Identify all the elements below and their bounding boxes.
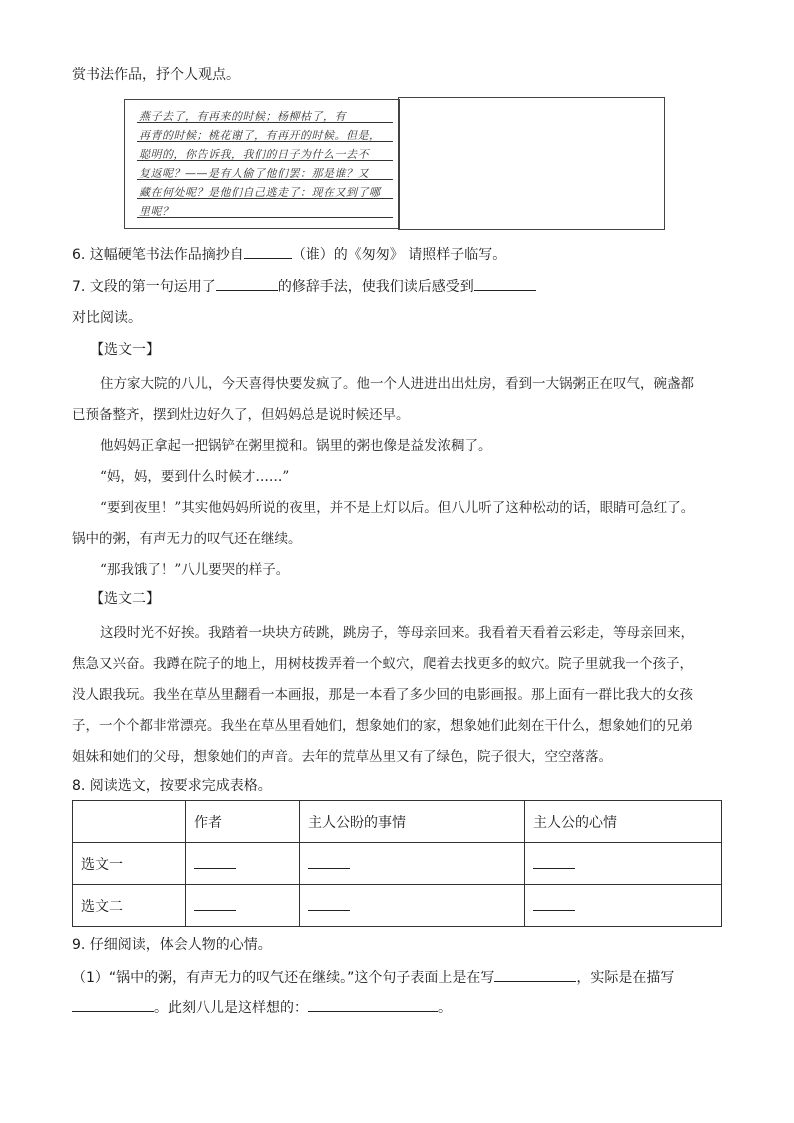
table-header-cell: 主人公的心情 [525, 801, 722, 843]
table-row [73, 885, 722, 927]
selection-2-title: 【选文二】 [90, 591, 160, 607]
passage-line: “那我饿了！”八儿要哭的样子。 [100, 562, 290, 578]
question-9-1-text-d: 。 [438, 1000, 452, 1016]
calligraphy-line: 藏在何处呢？是他们自己逃走了：现在又到了哪 [139, 186, 381, 199]
answer-blank[interactable] [308, 997, 438, 1012]
calligraphy-line: 再青的时候；桃花谢了，有再开的时候。但是， [139, 129, 381, 142]
answer-blank[interactable] [533, 896, 575, 911]
answer-blank[interactable] [194, 854, 236, 869]
question-8: 8. 阅读选文，按要求完成表格。 [72, 778, 272, 794]
practice-writing-box[interactable] [398, 97, 665, 230]
question-9-1-text-c: 。此刻八儿是这样想的： [154, 1000, 308, 1016]
answer-blank[interactable] [494, 967, 576, 982]
answer-cell[interactable] [525, 885, 722, 927]
question-9: 9. 仔细阅读，体会人物的心情。 [72, 937, 272, 953]
passage-line: 姐妹和她们的父母，想象她们的声音。去年的荒草丛里又有了绿色，院子很大，空空落落。 [72, 749, 612, 765]
answer-cell[interactable] [186, 885, 300, 927]
calligraphy-line: 里呢？ [139, 205, 174, 218]
calligraphy-line: 聪明的，你告诉我，我们的日子为什么一去不 [139, 148, 369, 161]
question-intro: 赏书法作品，抒个人观点。 [72, 67, 240, 83]
answer-blank[interactable] [216, 276, 278, 291]
question-7 [72, 276, 536, 297]
passage-line: 这段时光不好挨。我踏着一块块方砖跳，跳房子，等母亲回来。我看着天看着云彩走，等母亲回来， [100, 625, 694, 641]
question-6-text-a: 6. 这幅硬笔书法作品摘抄自 [72, 247, 244, 263]
calligraphy-line: 燕子去了，有再来的时候；杨柳枯了，有 [139, 110, 346, 123]
passage-line: 锅中的粥，有声无力的叹气还在继续。 [72, 531, 302, 547]
passage-line: 住方家大院的八儿，今天喜得快要发疯了。他一个人进进出出灶房，看到一大锅粥正在叹气，碗盏都 [100, 376, 694, 392]
calligraphy-sample-image [124, 99, 400, 229]
answer-cell[interactable] [300, 885, 525, 927]
answer-cell[interactable] [186, 843, 300, 885]
question-6-text-b: （谁）的《匆匆》 请照样子临写。 [291, 247, 507, 263]
table-header-cell [73, 801, 186, 843]
question-9-1-cont [72, 997, 452, 1018]
answer-blank[interactable] [244, 244, 292, 259]
passage-line: 焦急又兴奋。我蹲在院子的地上，用树枝拨弄着一个蚁穴，爬着去找更多的蚁穴。院子里就我一个孩子， [72, 656, 693, 672]
passage-line: 他妈妈正拿起一把锅铲在粥里搅和。锅里的粥也像是益发浓稠了。 [100, 438, 492, 454]
answer-blank[interactable] [474, 276, 536, 291]
answer-cell[interactable] [525, 843, 722, 885]
question-9-1-text-b: ，实际是在描写 [576, 970, 675, 986]
calligraphy-line: 复返呢？——是有人偷了他们罢：那是谁？又 [139, 167, 369, 180]
section-compare-reading: 对比阅读。 [72, 310, 142, 326]
answer-blank[interactable] [194, 896, 236, 911]
table-header-cell: 作者 [186, 801, 300, 843]
answer-blank[interactable] [533, 854, 575, 869]
passage-line: 没人跟我玩。我坐在草丛里翻看一本画报，那是一本看了多少回的电影画报。那上面有一群比我大的女孩 [72, 687, 693, 703]
selection-1-title: 【选文一】 [90, 342, 160, 358]
question-6 [72, 244, 506, 265]
table-header-row [73, 801, 722, 843]
question-7-text-a: 7. 文段的第一句运用了 [72, 279, 216, 295]
table-row [73, 843, 722, 885]
answer-table [72, 800, 722, 927]
answer-blank[interactable] [308, 896, 350, 911]
passage-line: “要到夜里！”其实他妈妈所说的夜里，并不是上灯以后。但八儿听了这种松动的话，眼睛可急红了。 [100, 500, 695, 516]
passage-line: 已预备整齐，摆到灶边好久了，但妈妈总是说时候还早。 [72, 407, 410, 423]
row-label: 选文一 [73, 843, 186, 885]
question-7-text-b: 的修辞手法，使我们读后感受到 [277, 279, 474, 295]
answer-blank[interactable] [72, 997, 154, 1012]
row-label: 选文二 [73, 885, 186, 927]
answer-blank[interactable] [308, 854, 350, 869]
answer-cell[interactable] [300, 843, 525, 885]
passage-line: “妈，妈，要到什么时候才……” [100, 469, 290, 485]
question-9-1 [72, 967, 674, 988]
table-header-cell: 主人公盼的事情 [300, 801, 525, 843]
question-9-1-text-a: （1）“锅中的粥，有声无力的叹气还在继续。”这个句子表面上是在写 [72, 970, 495, 986]
passage-line: 子，一个个都非常漂亮。我坐在草丛里看她们，想象她们的家，想象她们此刻在干什么，想象她们的兄弟 [72, 718, 693, 734]
